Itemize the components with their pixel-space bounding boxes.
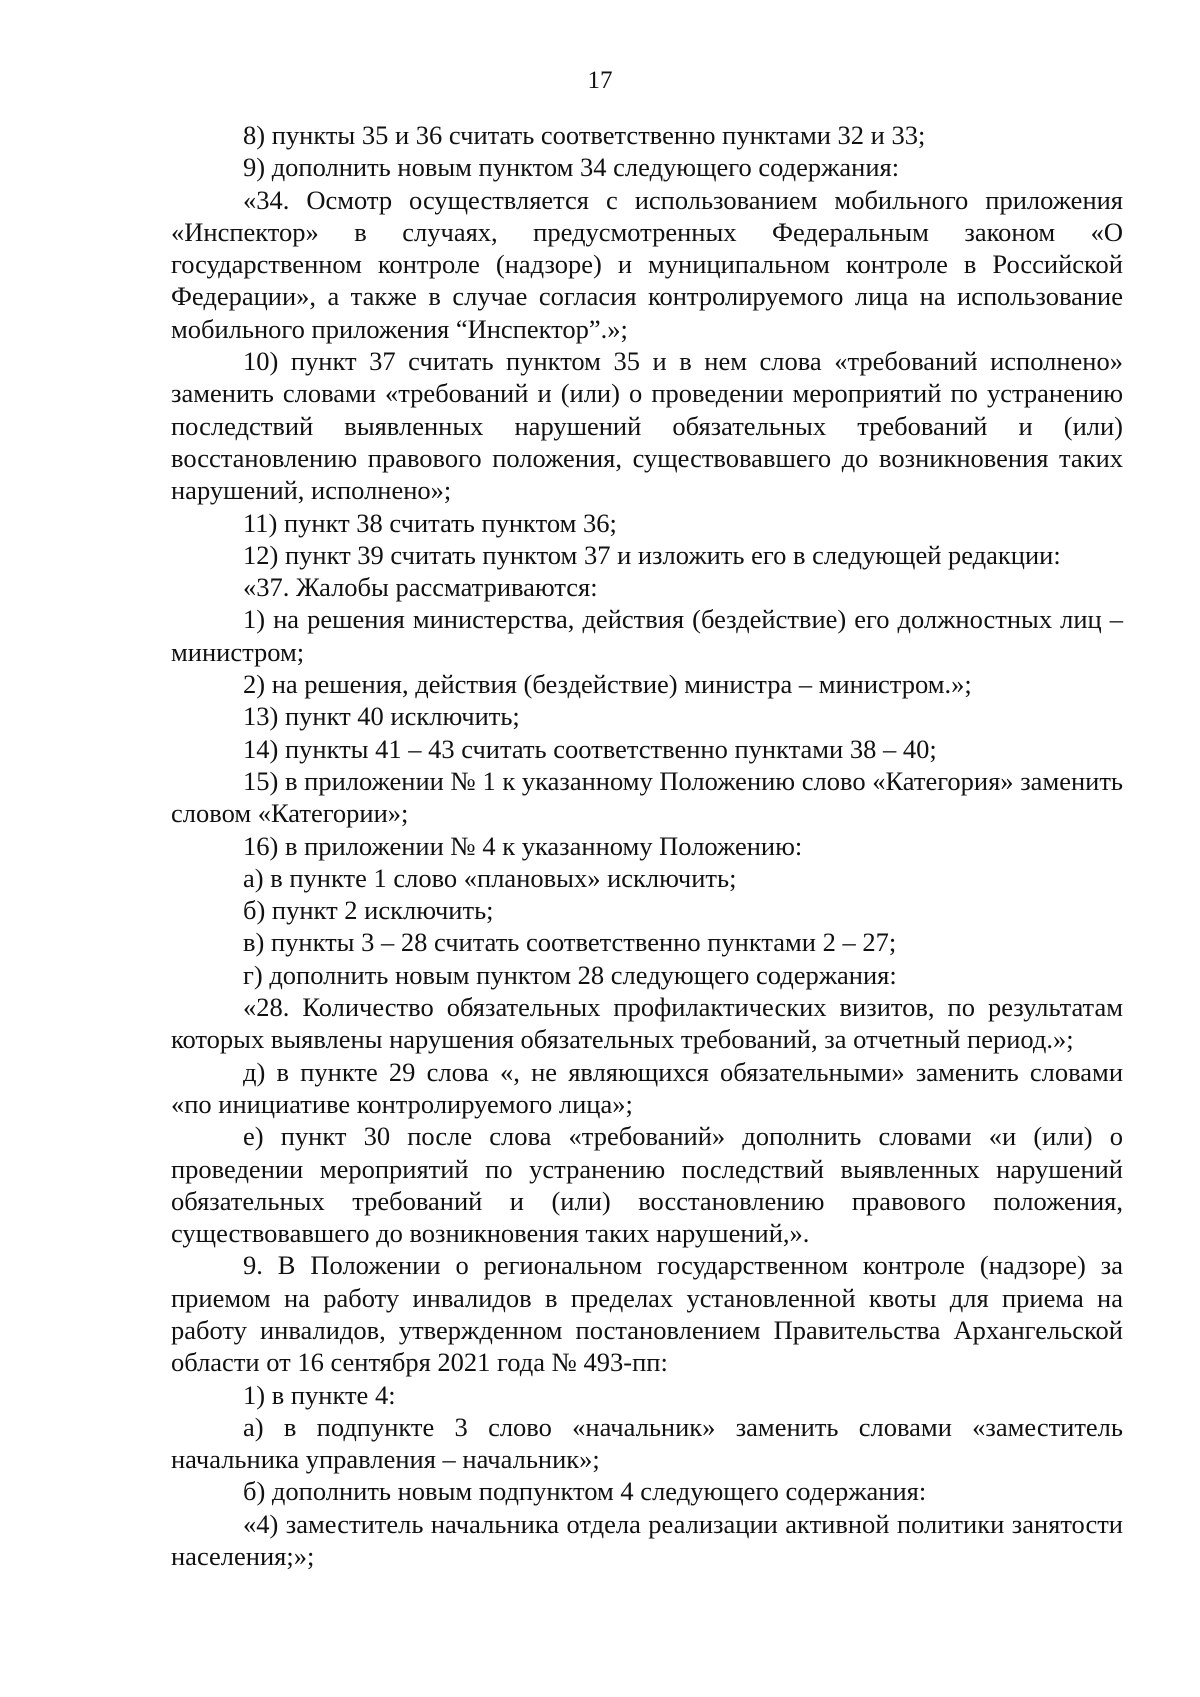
paragraph-quoted-point-37: «37. Жалобы рассматриваются: [243, 572, 598, 603]
paragraph-quoted-point-28: «28. Количество обязательных профилактических визитов, по результатам которых выявлены нарушения обязательных требований, за отчетный период.»; [171, 992, 1123, 1055]
page-number: 17 [587, 67, 613, 94]
paragraph-item-15: 15) в приложении № 1 к указанному Положению слово «Категория» заменить словом «Категории»; [171, 765, 1123, 829]
paragraph-subitem-1: 1) на решения министерства, действия (бездействие) его должностных лиц – министром; [171, 604, 1123, 667]
paragraph-item-12: 12) пункт 39 считать пунктом 37 и изложить его в следующей редакции: [243, 539, 1061, 570]
paragraph-subitem-2: 2) на решения, действия (бездействие) министра – министром.»; [243, 669, 972, 700]
paragraph-section-9-item-1: 1) в пункте 4: [243, 1379, 396, 1410]
paragraph-quoted-point-34: «34. Осмотр осуществляется с использованием мобильного приложения «Инспектор» в случаях, предусмотренных Федеральным законом «О государственном контроле (надзоре) и муниципальном контроле в Российской Федерации», а также в случае согласия контролируемого лица на использование мобильного приложения “Инспектор”.»; [171, 184, 1123, 344]
paragraph-subitem-v: в) пункты 3 – 28 считать соответственно пунктами 2 – 27; [243, 927, 897, 958]
paragraph-section-9: 9. В Положении о региональном государственном контроле (надзоре) за приемом на работу инвалидов в пределах установленной квоты для приема на работу инвалидов, утвержденном постановлением Правительства Архангельской области от 16 сентября 2021 года № 493-пп: [171, 1250, 1123, 1378]
paragraph-section-9-subitem-a: а) в подпункте 3 слово «начальник» заменить словами «заместитель начальника управления – начальник»; [171, 1411, 1123, 1475]
paragraph-subitem-a: а) в пункте 1 слово «плановых» исключить; [243, 862, 737, 893]
paragraph-item-10: 10) пункт 37 считать пунктом 35 и в нем слова «требований исполнено» заменить словами «требований и (или) о проведении мероприятий по устранению последствий выявленных нарушений обязательных требований и (или) восстановлению правового положения, существовавшего до возникновения таких нарушений, исполнено»; [171, 346, 1123, 506]
paragraph-item-9: 9) дополнить новым пунктом 34 следующего содержания: [243, 152, 900, 183]
paragraph-subitem-e: е) пункт 30 после слова «требований» дополнить словами «и (или) о проведении мероприятий по устранению последствий выявленных нарушений обязательных требований и (или) восстановлению правового положения, существовавшего до возникновения таких нарушений,». [171, 1121, 1123, 1249]
paragraph-item-13: 13) пункт 40 исключить; [243, 701, 520, 732]
paragraph-item-16: 16) в приложении № 4 к указанному Положению: [243, 830, 803, 861]
document-body [171, 119, 1123, 1572]
paragraph-subitem-b: б) пункт 2 исключить; [243, 895, 494, 926]
paragraph-quoted-subpoint-4: «4) заместитель начальника отдела реализации активной политики занятости населения;»; [171, 1508, 1123, 1572]
paragraph-section-9-subitem-b: б) дополнить новым подпунктом 4 следующего содержания: [243, 1476, 927, 1507]
paragraph-subitem-d: д) в пункте 29 слова «, не являющихся обязательными» заменить словами «по инициативе контролируемого лица»; [171, 1056, 1123, 1119]
paragraph-item-8: 8) пункты 35 и 36 считать соответственно пунктами 32 и 33; [243, 120, 926, 150]
paragraph-item-11: 11) пункт 38 считать пунктом 36; [243, 507, 617, 538]
paragraph-item-14: 14) пункты 41 – 43 считать соответственно пунктами 38 – 40; [243, 733, 937, 764]
paragraph-subitem-g: г) дополнить новым пунктом 28 следующего содержания: [243, 959, 897, 990]
